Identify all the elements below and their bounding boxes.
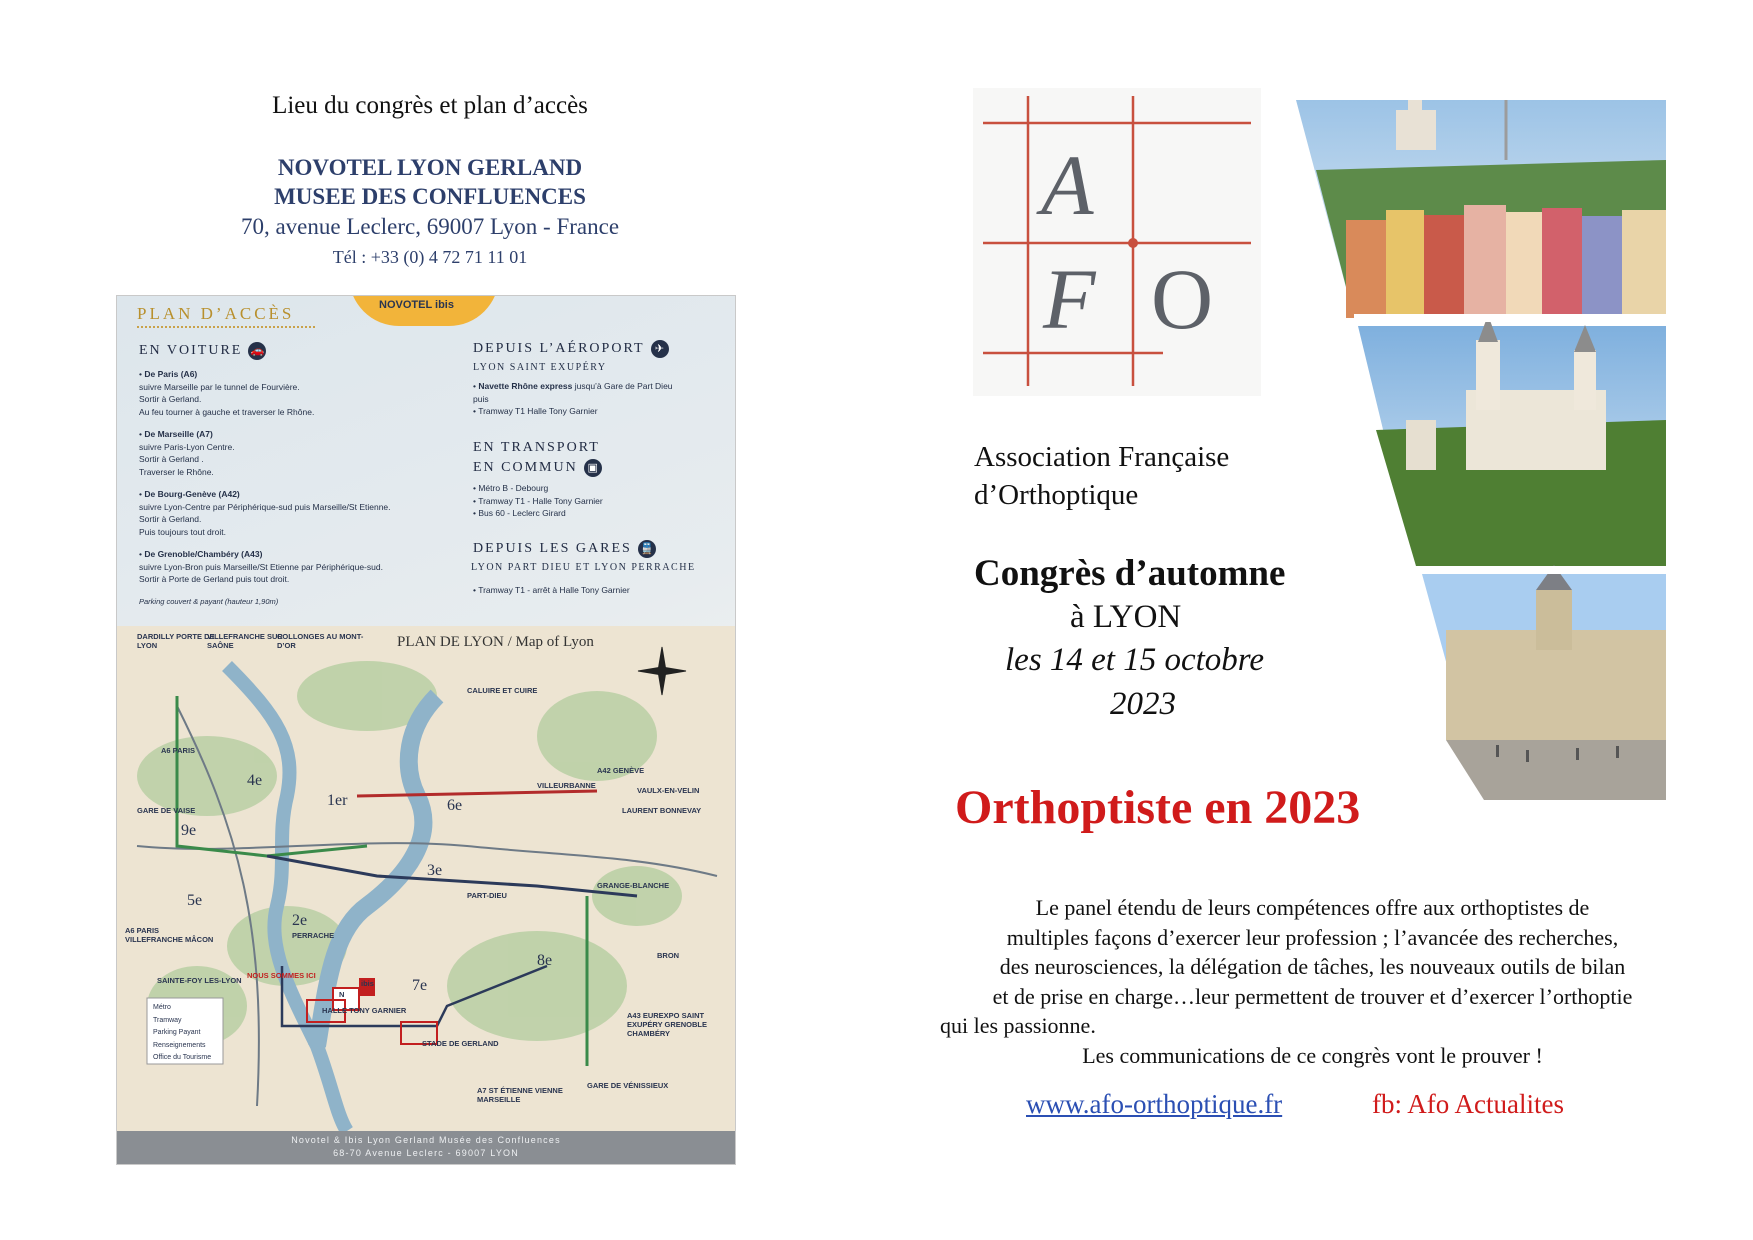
car-heading-text: EN VOITURE	[139, 343, 243, 359]
grenoble-title: De Grenoble/Chambéry (A43)	[144, 549, 263, 559]
lyon-photo-strip	[1296, 100, 1666, 800]
stations-subheading: LYON PART DIEU ET LYON PERRACHE	[471, 562, 696, 573]
bourg-line: Sortir à Gerland.	[139, 514, 202, 524]
map-place-label: DARDILLY PORTE DE LYON	[137, 632, 215, 650]
airport-line: puis	[473, 393, 489, 404]
description-line: qui les passionne.	[940, 1013, 1096, 1038]
stations-heading-text: DEPUIS LES GARES	[473, 541, 632, 557]
congress-dates: les 14 et 15 octobre	[1005, 642, 1265, 678]
transport-heading-text: EN TRANSPORT	[473, 440, 600, 455]
bourg-title: De Bourg-Genève (A42)	[144, 489, 240, 499]
stations-section-heading	[473, 540, 656, 558]
airport-shuttle: Navette Rhône express	[478, 381, 573, 391]
car-section-heading	[139, 342, 266, 360]
photo-fourviere-basilica	[1358, 315, 1666, 566]
map-legend-item: Parking Payant	[153, 1029, 201, 1036]
marseille-line: Traverser le Rhône.	[139, 466, 214, 477]
map-place-label: A7 ST ÉTIENNE VIENNE MARSEILLE	[477, 1086, 563, 1104]
map-footer-line1: Novotel & Ibis Lyon Gerland Musée des Confluences	[291, 1135, 561, 1145]
description-line: Les communications de ce congrès vont le prouver !	[1082, 1042, 1543, 1068]
hotel-address: 70, avenue Leclerc, 69007 Lyon - France	[240, 214, 620, 239]
airport-directions: • Navette Rhône express jusqu’à Gare de Part Dieu puis • Tramway T1 Halle Tony Garnier	[473, 380, 723, 418]
map-place-label: GRANGE-BLANCHE	[597, 881, 670, 890]
map-place-label: CALUIRE ET CUIRE	[467, 686, 538, 695]
bourg-line: Puis toujours tout droit.	[139, 526, 226, 537]
map-legend-item: Office du Tourisme	[153, 1054, 212, 1061]
map-place-label: 2e	[292, 912, 308, 929]
map-place-label: 8e	[537, 952, 553, 969]
hotel-phone: Tél : +33 (0) 4 72 71 11 01	[332, 247, 528, 267]
car-directions: • De Paris (A6) suivre Marseille par le tunnel de Fourvière. Sortir à Gerland. Au feu tourner à gauche et traverser le Rhône. • De Marseille (A7) suivre Paris-Lyon Centre. Sortir à Gerland . Traverser le Rhône. • De Bourg-Genève (A42) suivre Lyon-Centre par Périphérique-sud puis Marseille/St Etienne. Sortir à Gerland. Puis toujours tout droit. • De Grenoble/Chambéry (A43) suivre Lyon-Bron puis Marseille/St Etienne par Périphérique-sud. Sortir à Porte de Gerland puis tout droit. Parking couvert & payant (hauteur 1,90m)	[139, 368, 439, 608]
train-icon: 🚆	[638, 540, 656, 558]
map-footer-line2: 68-70 Avenue Leclerc - 69007 LYON	[333, 1148, 519, 1158]
description-line: des neurosciences, la délégation de tâches, les nouveaux outils de bilan	[999, 954, 1626, 979]
airport-line: jusqu’à Gare de Part Dieu	[572, 381, 673, 391]
website-link[interactable]: www.afo-orthoptique.fr	[1026, 1089, 1283, 1119]
map-place-label: A6 PARIS VILLEFRANCHE MÂCON	[125, 926, 214, 944]
photo-hotel-de-ville	[1422, 565, 1666, 800]
congress-year: 2023	[1110, 686, 1176, 722]
tram-icon: ▣	[584, 459, 602, 477]
hotel-name-line2: MUSEE DES CONFLUENCES	[274, 184, 586, 209]
map-place-label: 5e	[187, 892, 203, 909]
marseille-title: De Marseille (A7)	[144, 429, 213, 439]
map-place-label: HALLE TONY GARNIER	[322, 1006, 407, 1015]
association-name	[974, 438, 1229, 514]
paris-title: De Paris (A6)	[144, 369, 198, 379]
map-place-label: 6e	[447, 797, 463, 814]
map-footer	[117, 1131, 735, 1165]
hotel-name-line1: NOVOTEL LYON GERLAND	[277, 155, 583, 180]
description	[940, 893, 1685, 1070]
stations-directions: • Tramway T1 - arrêt à Halle Tony Garnier	[473, 585, 630, 595]
airplane-icon: ✈	[651, 340, 669, 358]
map-place-label: A6 PARIS	[161, 746, 196, 755]
map-place-label: N	[339, 990, 345, 999]
map-place-label: PART-DIEU	[467, 891, 507, 900]
airport-line: Tramway T1 Halle Tony Garnier	[478, 406, 598, 416]
logo-letter-a: A	[1041, 137, 1094, 233]
transport-line: Tramway T1 - Halle Tony Garnier	[478, 495, 603, 506]
lyon-map	[117, 626, 735, 1131]
novotel-ibis-logo-text: NOVOTEL ibis	[379, 299, 454, 311]
congress-title: Congrès d’automne	[974, 553, 1286, 594]
logo-letter-o: O	[1151, 251, 1214, 347]
congress-theme: Orthoptiste en 2023	[955, 781, 1361, 834]
description-line: multiples façons d’exercer leur profession ; l’avancée des recherches,	[1006, 924, 1619, 950]
map-place-label: 9e	[181, 822, 197, 839]
afo-logo	[973, 88, 1261, 396]
description-line: Le panel étendu de leurs compétences offre aux orthoptistes de	[1035, 895, 1590, 920]
map-place-label: VILLEFRANCHE SUR SAÔNE	[207, 632, 283, 650]
paris-line: Au feu tourner à gauche et traverser le Rhône.	[139, 406, 315, 417]
map-place-label: STADE DE GERLAND	[422, 1039, 499, 1048]
car-icon: 🚗	[248, 342, 266, 360]
association-name-line2: d’Orthoptique	[974, 479, 1139, 511]
photo-fourviere-houses	[1296, 100, 1666, 318]
map-place-label: ibis	[361, 979, 374, 988]
map-place-label: 3e	[427, 862, 443, 879]
map-place-label: VAULX-EN-VELIN	[637, 786, 700, 795]
stations-line: Tramway T1 - arrêt à Halle Tony Garnier	[478, 585, 630, 595]
marseille-line: suivre Paris-Lyon Centre.	[139, 441, 235, 452]
grenoble-line: Sortir à Porte de Gerland puis tout droit.	[139, 574, 290, 584]
paris-line: Sortir à Gerland.	[139, 394, 202, 404]
description-line: et de prise en charge…leur permettent de trouver et d’exercer l’orthoptie	[992, 983, 1633, 1009]
association-name-line1: Association Française	[974, 441, 1230, 473]
map-place-label: PERRACHE	[292, 931, 335, 940]
map-place-label: 1er	[327, 792, 348, 809]
map-title: PLAN DE LYON / Map of Lyon	[397, 634, 594, 650]
airport-section-heading	[473, 340, 669, 358]
transport-section-heading	[473, 438, 602, 478]
venue-heading: Lieu du congrès et plan d’accès	[272, 92, 588, 119]
paris-line: suivre Marseille par le tunnel de Fourvière.	[139, 381, 300, 392]
map-place-label: SAINTE-FOY LES-LYON	[157, 976, 242, 985]
transport-directions: • Métro B - Debourg • Tramway T1 - Halle Tony Garnier • Bus 60 - Leclerc Girard	[473, 483, 603, 518]
transport-line: Bus 60 - Leclerc Girard	[478, 508, 566, 518]
marseille-line: Sortir à Gerland .	[139, 454, 204, 464]
airport-subheading: LYON SAINT EXUPÉRY	[473, 362, 607, 373]
map-place-label: GARE DE VÉNISSIEUX	[587, 1081, 669, 1090]
parking-note: Parking couvert & payant (hauteur 1,90m)	[139, 596, 279, 606]
map-place-label: 4e	[247, 772, 263, 789]
transport-line: Métro B - Debourg	[478, 483, 549, 493]
airport-heading-text: DEPUIS L’AÉROPORT	[473, 341, 645, 357]
map-legend-item: Renseignements	[153, 1041, 206, 1049]
plan-title: PLAN D’ACCÈS	[137, 304, 295, 323]
logo-letter-f: F	[1043, 251, 1096, 347]
plan-title-divider	[137, 326, 315, 328]
map-place-label: GARE DE VAISE	[137, 806, 196, 815]
map-place-label: A42 GENÈVE	[597, 766, 645, 775]
map-legend-item: Tramway	[153, 1016, 182, 1024]
map-legend-item: Métro	[153, 1004, 171, 1011]
map-place-label: LAURENT BONNEVAY	[622, 806, 702, 815]
map-place-label: BRON	[657, 951, 680, 960]
grenoble-line: suivre Lyon-Bron puis Marseille/St Etienne par Périphérique-sud.	[139, 561, 383, 572]
map-place-label: COLLONGES AU MONT-D’OR	[277, 632, 364, 650]
map-place-label: NOUS SOMMES ICI	[247, 971, 316, 980]
congress-city: à LYON	[1070, 599, 1182, 635]
facebook-handle: fb: Afo Actualites	[1372, 1089, 1564, 1119]
map-legend	[153, 1002, 211, 1065]
map-place-label: 7e	[412, 977, 428, 994]
access-plan-image	[116, 295, 736, 1165]
bourg-line: suivre Lyon-Centre par Périphérique-sud puis Marseille/St Etienne.	[139, 501, 391, 512]
map-place-label: A43 EUREXPO SAINT EXUPÉRY GRENOBLE CHAMBÉRY	[627, 1011, 708, 1038]
transport-heading-text: EN COMMUN	[473, 460, 578, 475]
map-place-label: VILLEURBANNE	[537, 781, 596, 790]
